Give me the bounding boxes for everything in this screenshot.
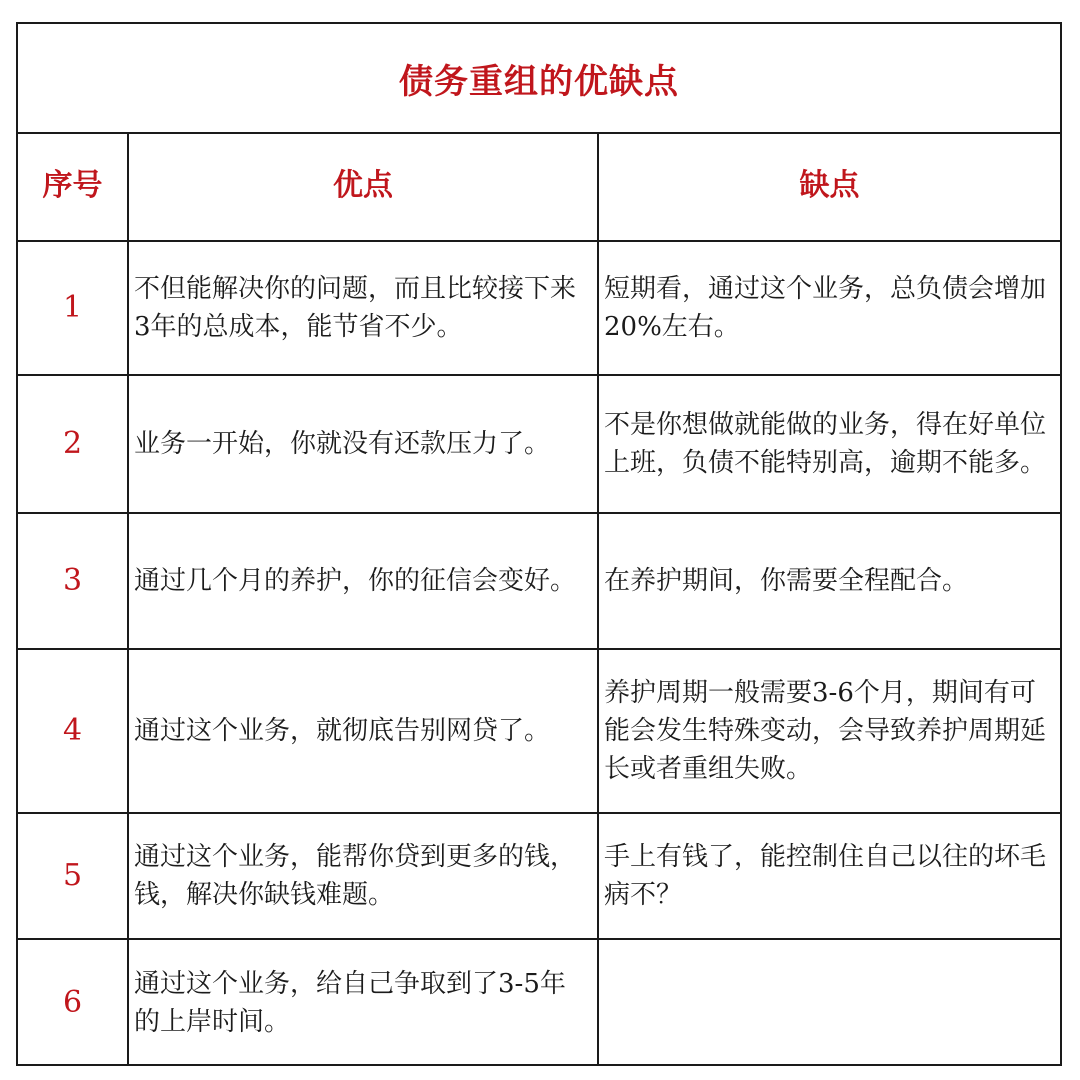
row-6-cons: [599, 940, 1060, 1066]
row-1-index: 1: [18, 242, 129, 376]
row-2-index: 2: [18, 376, 129, 514]
table-grid: [18, 132, 1060, 1066]
row-6-index: 6: [18, 940, 129, 1066]
header-pros: 优点: [129, 132, 599, 242]
row-6-pros: [129, 940, 599, 1066]
header-index: 序号: [18, 132, 129, 242]
row-2-cons-text: 不是你想做就能做的业务，得在好单位上班，负债不能特别高，逾期不能多。: [604, 410, 1047, 478]
row-5-pros: [129, 814, 599, 940]
row-1-cons-text: 短期看，通过这个业务，总负债会增加20%左右。: [604, 274, 1047, 342]
row-4-cons: [599, 650, 1060, 814]
row-1-pros: [129, 242, 599, 376]
row-3-cons: [599, 514, 1060, 650]
table-title: 债务重组的优缺点: [18, 24, 1060, 134]
row-4-pros: [129, 650, 599, 814]
comparison-table: [16, 22, 1062, 1066]
row-3-pros-text: 通过几个月的养护，你的征信会变好。: [134, 566, 577, 596]
row-3-pros: [129, 514, 599, 650]
row-1-cons: [599, 242, 1060, 376]
row-5-cons: [599, 814, 1060, 940]
row-1-pros-text: 不但能解决你的问题，而且比较接下来3年的总成本，能节省不少。: [134, 274, 577, 342]
row-5-pros-text: 通过这个业务，能帮你贷到更多的钱，钱，解决你缺钱难题。: [134, 842, 577, 910]
row-3-index: 3: [18, 514, 129, 650]
row-4-pros-text: 通过这个业务，就彻底告别网贷了。: [134, 716, 551, 746]
row-6-pros-text: 通过这个业务，给自己争取到了3-5年的上岸时间。: [134, 969, 566, 1037]
row-5-index: 5: [18, 814, 129, 940]
row-2-cons: [599, 376, 1060, 514]
row-2-pros: [129, 376, 599, 514]
header-cons: 缺点: [599, 132, 1060, 242]
row-2-pros-text: 业务一开始，你就没有还款压力了。: [134, 429, 551, 459]
row-3-cons-text: 在养护期间，你需要全程配合。: [604, 566, 969, 596]
row-4-cons-text: 养护周期一般需要3-6个月，期间有可能会发生特殊变动，会导致养护周期延长或者重组失败。: [604, 678, 1047, 784]
row-5-cons-text: 手上有钱了，能控制住自己以往的坏毛病不？: [604, 842, 1047, 910]
row-4-index: 4: [18, 650, 129, 814]
